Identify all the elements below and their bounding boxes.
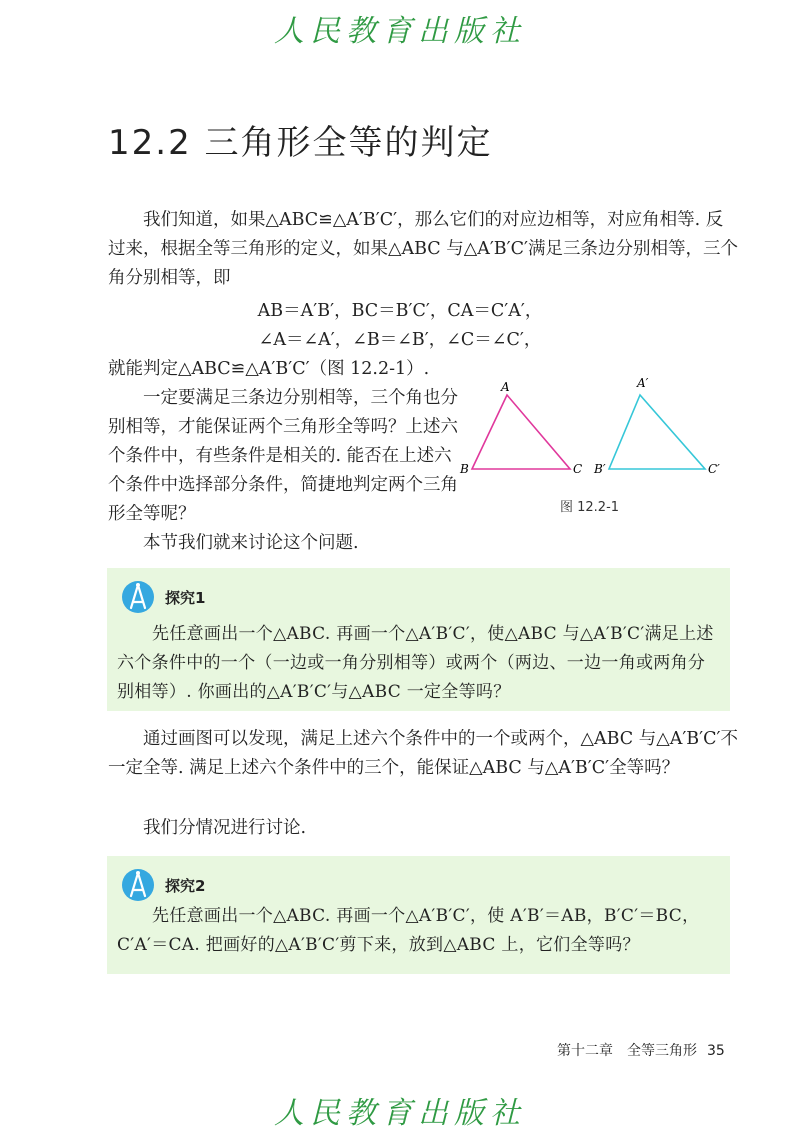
middle-paragraph-1: 通过画图可以发现，满足上述六个条件中的一个或两个，△ABC 与△A′B′C′不一定全等. 满足上述六个条件中的三个，能保证△ABC 与△A′B′C′全等吗？ bbox=[108, 729, 738, 778]
page-footer bbox=[557, 1040, 725, 1060]
label-a-prime: A′ bbox=[637, 376, 649, 390]
explore-box-2-header bbox=[121, 868, 205, 902]
label-a: A bbox=[501, 380, 510, 394]
page-number: 35 bbox=[707, 1043, 725, 1059]
explore-box-2 bbox=[107, 856, 730, 974]
equation-sides: AB＝A′B′，BC＝B′C′，CA＝C′A′， bbox=[257, 301, 543, 321]
intro-paragraph-3: 一定要满足三条边分别相等，三个角也分别相等，才能保证两个三角形全等吗？上述六个条件中，有些条件是相关的. 能否在上述六个条件中选择部分条件，简捷地判定两个三角形全等呢？ bbox=[108, 388, 458, 524]
explore-box-1-title: 探究1 bbox=[165, 588, 206, 607]
label-b: B bbox=[460, 462, 469, 476]
explore-box-1 bbox=[107, 568, 730, 711]
publisher-logo-bottom: 人民教育出版社 bbox=[274, 1096, 526, 1131]
explore-compass-icon bbox=[121, 868, 155, 902]
triangle-a-prime-b-prime-c-prime bbox=[609, 395, 705, 469]
label-c-prime: C′ bbox=[708, 462, 720, 476]
figure-caption: 图 12.2-1 bbox=[560, 500, 620, 515]
middle-paragraph-2: 我们分情况进行讨论. bbox=[143, 818, 307, 838]
chapter-label: 第十二章 全等三角形 bbox=[557, 1043, 697, 1059]
section-title: 12.2 三角形全等的判定 bbox=[108, 122, 493, 163]
explore-box-2-title: 探究2 bbox=[165, 876, 206, 895]
label-b-prime: B′ bbox=[594, 462, 606, 476]
publisher-logo-top: 人民教育出版社 bbox=[274, 14, 526, 49]
triangle-abc bbox=[472, 395, 570, 469]
intro-paragraph-4: 本节我们就来讨论这个问题. bbox=[143, 533, 359, 553]
intro-paragraph-1: 我们知道，如果△ABC≌△A′B′C′，那么它们的对应边相等，对应角相等. 反过来，根据全等三角形的定义，如果△ABC 与△A′B′C′满足三条边分别相等，三个角分别相等，即 bbox=[108, 210, 738, 288]
intro-paragraph-2: 就能判定△ABC≌△A′B′C′（图 12.2-1）. bbox=[108, 359, 430, 379]
explore-compass-icon bbox=[121, 580, 155, 614]
explore-box-2-text: 先任意画出一个△ABC. 再画一个△A′B′C′，使 A′B′＝AB，B′C′＝BC，C′A′＝CA. 把画好的△A′B′C′剪下来，放到△ABC 上，它们全等吗？ bbox=[117, 906, 700, 955]
explore-box-1-header bbox=[121, 580, 205, 614]
equation-angles: ∠A＝∠A′，∠B＝∠B′，∠C＝∠C′， bbox=[258, 330, 542, 350]
explore-box-1-text: 先任意画出一个△ABC. 再画一个△A′B′C′，使△ABC 与△A′B′C′满足上述六个条件中的一个（一边或一角分别相等）或两个（两边、一边一角或两角分别相等）. 你画出的△A′B′C′与△ABC 一定全等吗？ bbox=[117, 624, 714, 702]
label-c: C bbox=[573, 462, 583, 476]
